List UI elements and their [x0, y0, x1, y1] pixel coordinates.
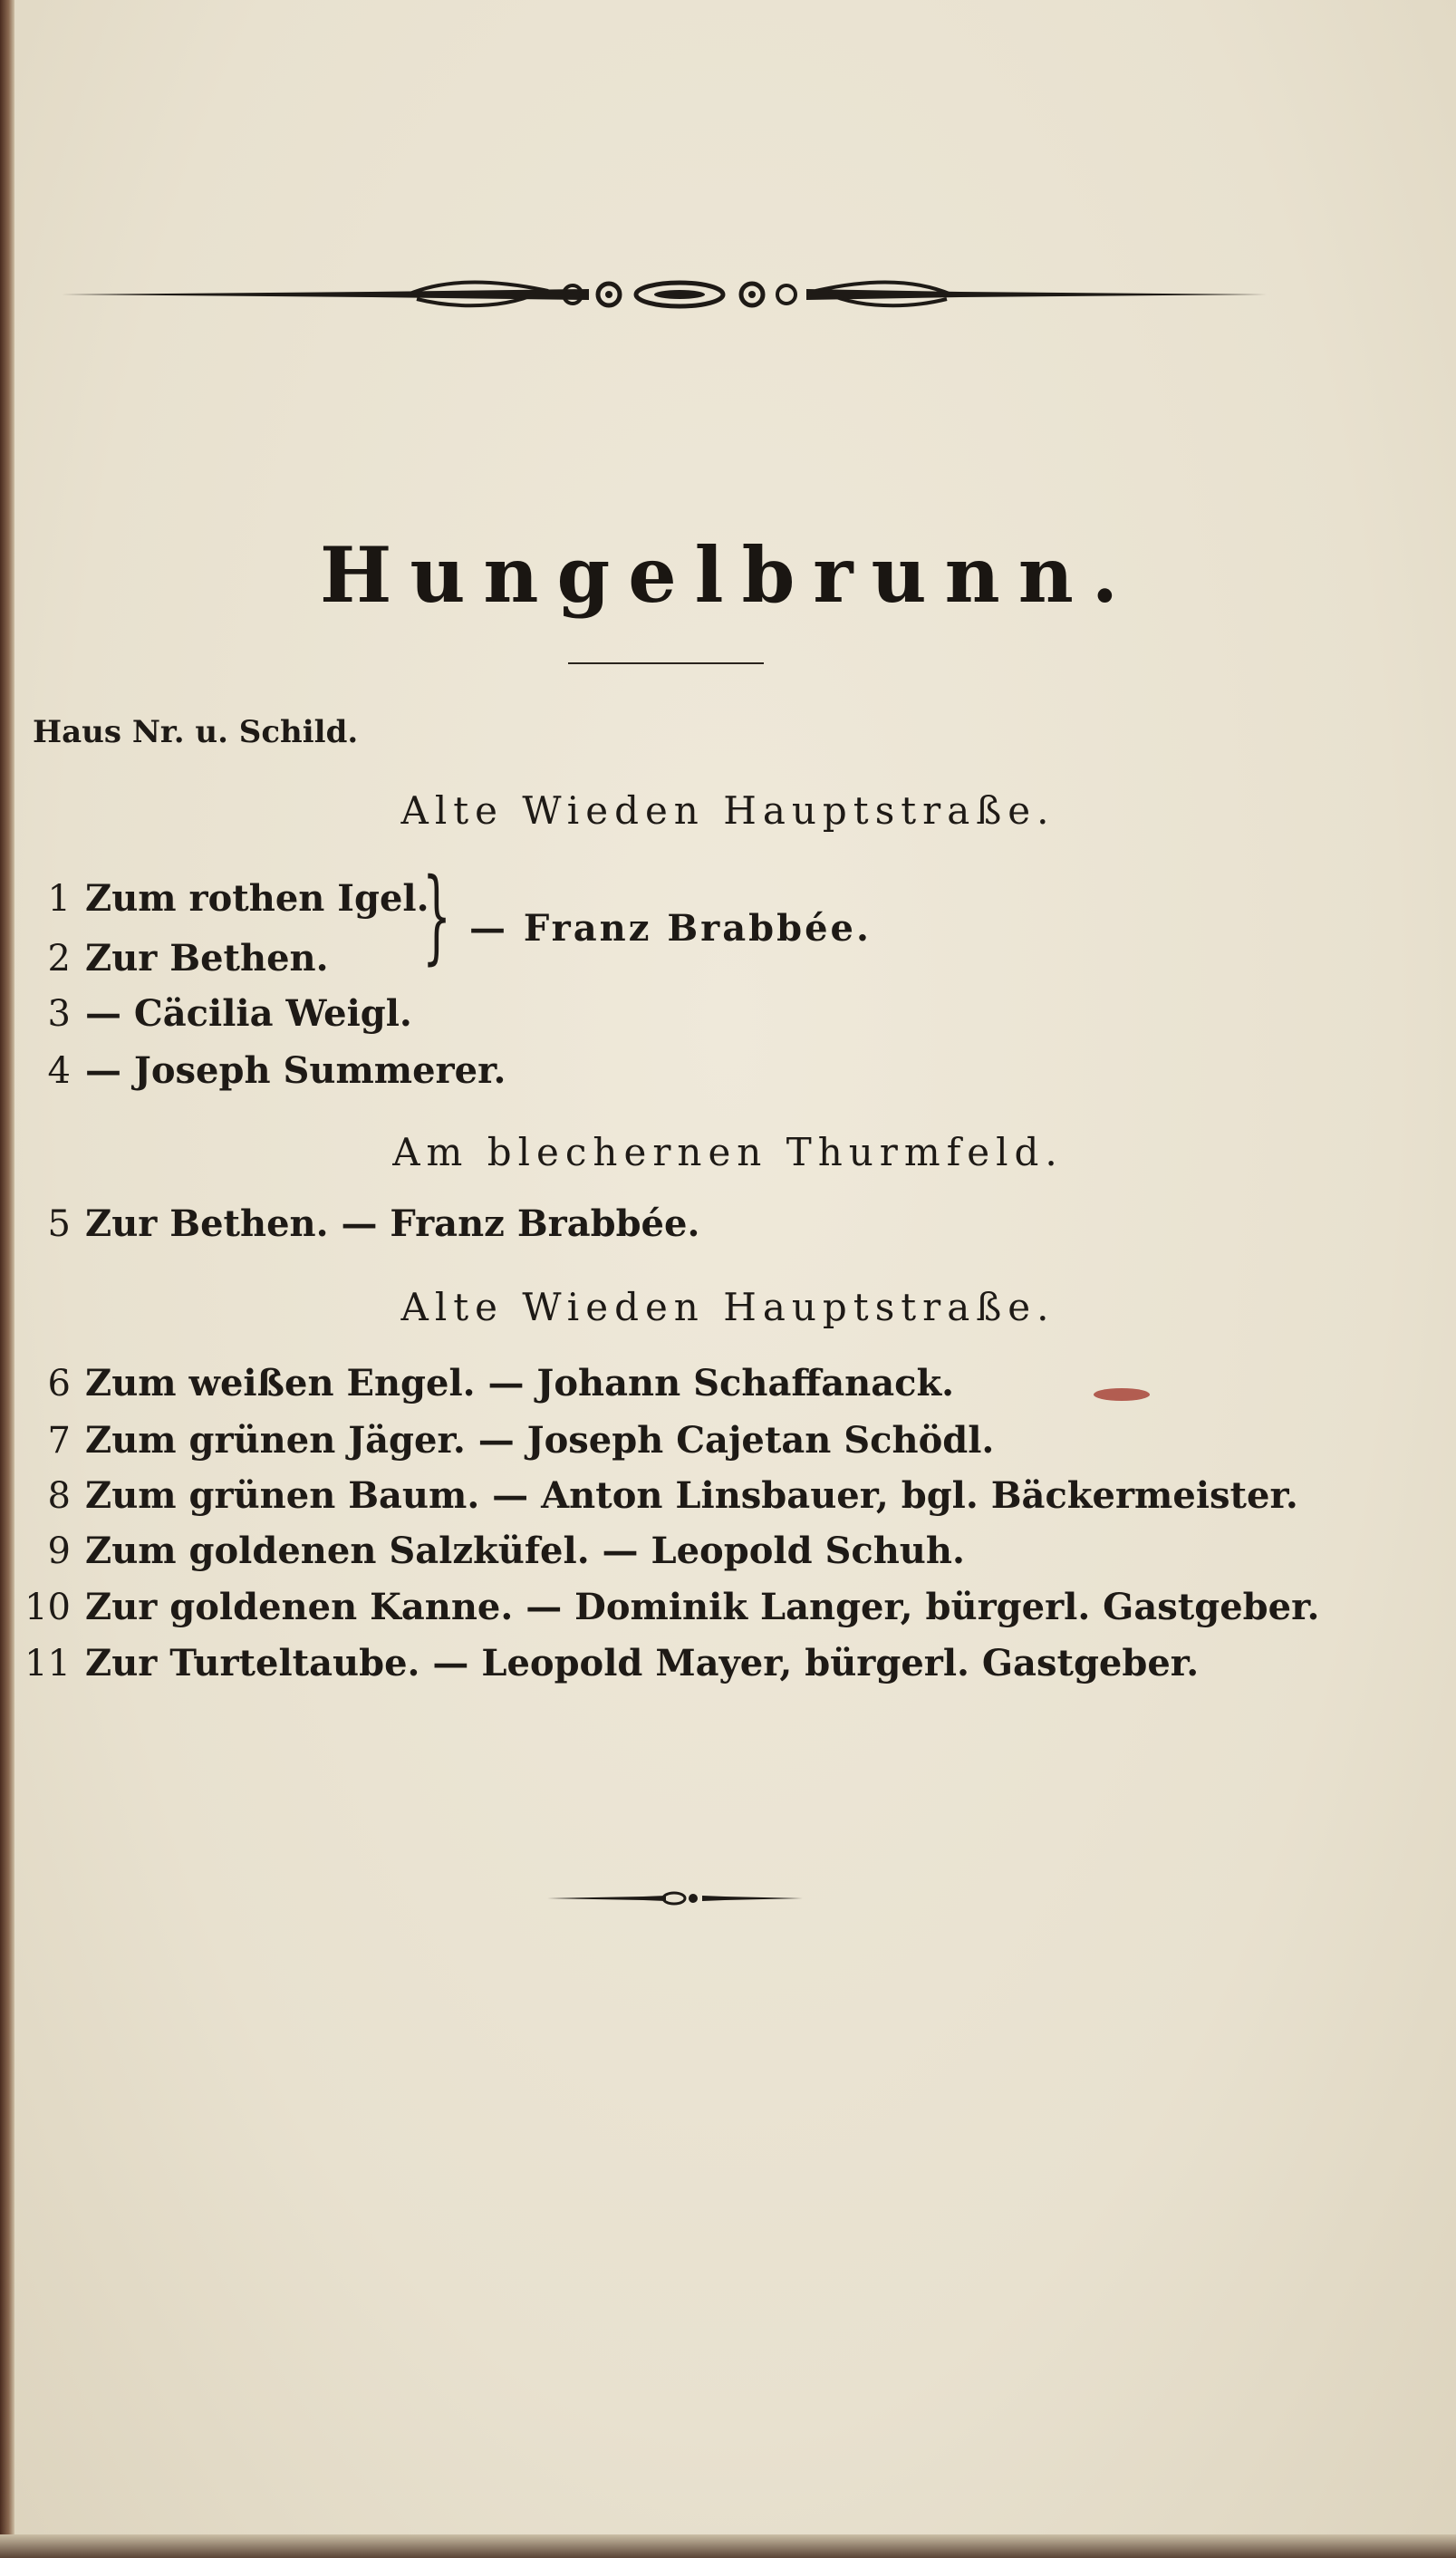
- list-item: [0, 992, 412, 1035]
- house-entry-text: Zum grünen Baum. — Anton Linsbauer, bgl. Bäckermeister.: [85, 1474, 1298, 1517]
- column-header: Haus Nr. u. Schild.: [33, 714, 359, 750]
- list-item: [0, 1362, 954, 1404]
- house-entry-text: — Cäcilia Weigl.: [85, 992, 412, 1035]
- house-number: 5: [47, 1203, 71, 1245]
- list-item: [0, 937, 329, 980]
- bottom-ornament-centre-oval: [663, 1893, 685, 1904]
- bottom-ornament-knot: [689, 1894, 698, 1903]
- house-entry-text: Zur goldenen Kanne. — Dominik Langer, bürgerl. Gastgeber.: [85, 1586, 1320, 1628]
- top-ornament-knot: [748, 291, 756, 298]
- street-heading: Alte Wieden Hauptstraße.: [400, 1285, 1056, 1329]
- page-bottom-edge: [0, 2534, 1456, 2558]
- house-number: 8: [47, 1475, 71, 1517]
- grouped-owner: — Franz Brabbée.: [469, 907, 872, 950]
- house-entry-text: Zur Bethen. — Franz Brabbée.: [85, 1202, 700, 1245]
- top-ornament: [54, 272, 1278, 317]
- street-heading: Alte Wieden Hauptstraße.: [400, 788, 1056, 833]
- house-entry-text: Zum goldenen Salzküfel. — Leopold Schuh.: [85, 1530, 965, 1572]
- house-number: 11: [24, 1643, 71, 1684]
- house-entry-text: Zum weißen Engel. — Johann Schaffanack.: [85, 1362, 955, 1404]
- house-number: 2: [47, 938, 71, 980]
- house-number: 10: [24, 1587, 71, 1628]
- list-item: [0, 1642, 1199, 1684]
- list-item: [0, 1474, 1298, 1517]
- house-entry-text: — Joseph Summerer.: [85, 1049, 506, 1092]
- bottom-ornament-left-line: [547, 1896, 666, 1901]
- top-ornament-knot: [605, 291, 612, 298]
- street-heading: Am blechernen Thurmfeld.: [392, 1130, 1064, 1174]
- house-number: 7: [47, 1420, 71, 1462]
- house-entry-text: Zum grünen Jäger. — Joseph Cajetan Schödl.: [85, 1419, 995, 1462]
- top-ornament-left-line: [62, 289, 589, 300]
- top-ornament-centre-core: [654, 290, 705, 299]
- house-entry-text: Zur Turteltaube. — Leopold Mayer, bürgerl. Gastgeber.: [85, 1642, 1200, 1684]
- house-sign: Zur Bethen.: [85, 937, 329, 980]
- top-ornament-knot: [777, 285, 795, 304]
- house-sign: Zum rothen Igel.: [85, 877, 429, 920]
- top-ornament-right-line: [806, 289, 1270, 300]
- ink-stain: [1094, 1388, 1150, 1401]
- book-spine-edge: [0, 0, 14, 2558]
- list-item: [0, 1202, 699, 1245]
- house-number: 9: [47, 1530, 71, 1572]
- house-number: 4: [47, 1050, 71, 1092]
- bottom-ornament-right-line: [702, 1896, 803, 1901]
- house-number: 1: [47, 878, 71, 920]
- list-item: [0, 1049, 506, 1092]
- house-number: 6: [47, 1363, 71, 1404]
- list-item: [0, 1419, 994, 1462]
- list-item: [0, 1530, 965, 1572]
- list-item: [0, 1586, 1319, 1628]
- page-title: Hungelbrunn.: [319, 530, 1137, 620]
- title-rule: [568, 662, 764, 664]
- house-number: 3: [47, 993, 71, 1035]
- list-item: [0, 877, 429, 920]
- bottom-ornament: [544, 1885, 806, 1912]
- curly-brace: }: [422, 857, 452, 975]
